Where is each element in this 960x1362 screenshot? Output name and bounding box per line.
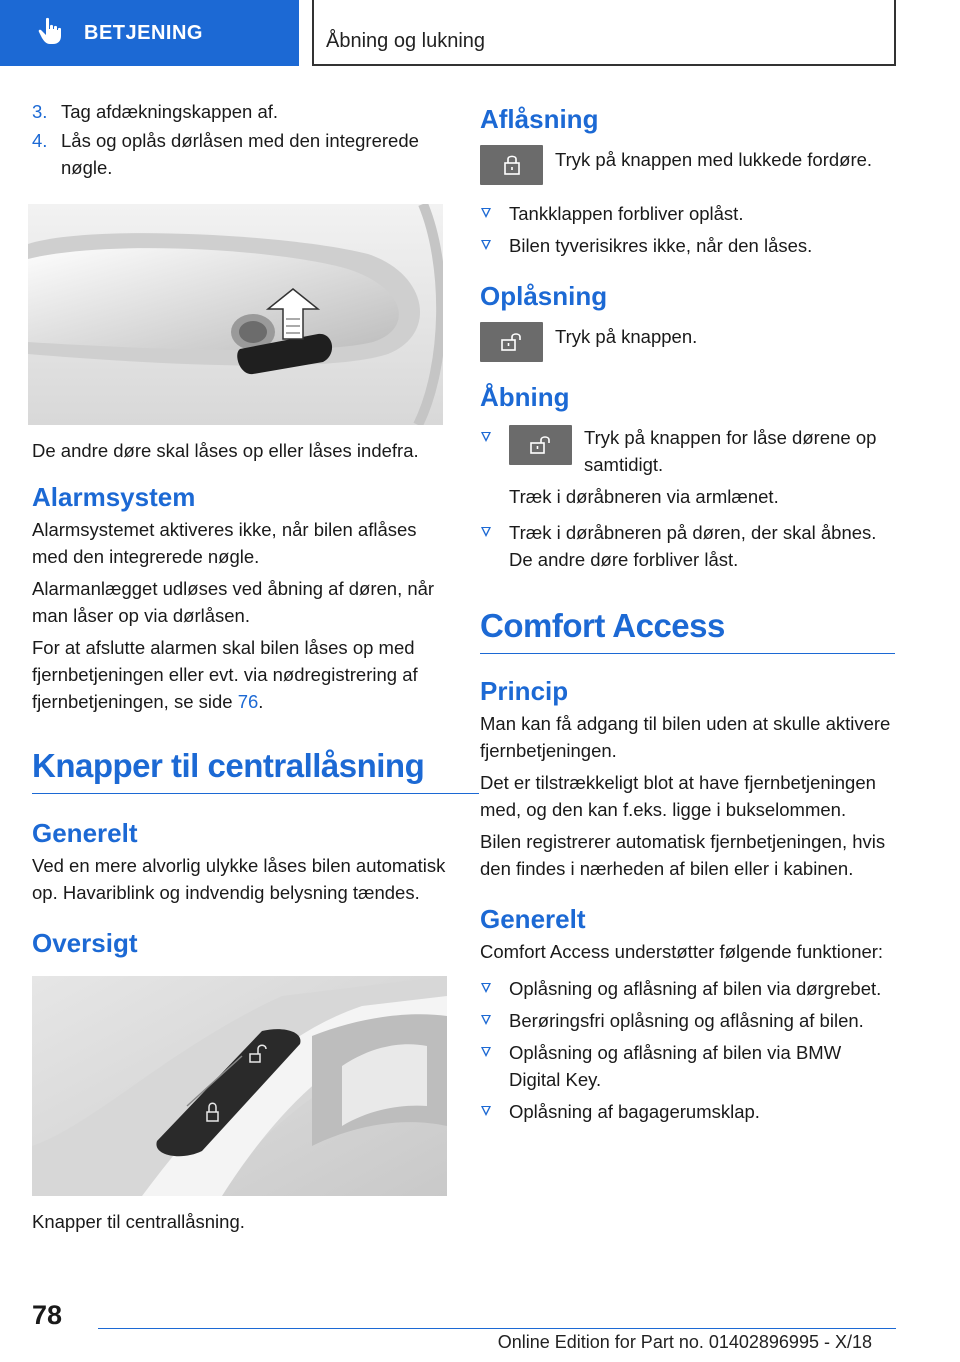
princip-paragraph: Det er tilstrækkeligt blot at have fjernbetjeningen med, og den kan f.eks. ligge i bukselommen. [480,772,876,820]
bullet-item [480,232,895,259]
bullet-text: Oplåsning af bagagerumsklap. [509,1101,760,1122]
unlock-button-icon [480,322,543,362]
bullet-item [480,200,895,227]
triangle-bullet-icon [481,983,491,993]
alarm-paragraph: Alarmsystemet aktiveres ikke, når bilen aflåses med den integrerede nøgle. [32,519,417,567]
section-title-text: Åbning og lukning [326,30,486,52]
left-column [32,98,447,1235]
triangle-bullet-icon [481,527,491,537]
triangle-bullet-icon [481,432,491,442]
photo-caption: Knapper til centrallåsning. [32,1211,245,1232]
aflaasning-text: Tryk på knappen med lukkede fordøre. [555,149,873,170]
bullet-text: Oplåsning og aflåsning af bilen via BMW Digital Key. [509,1042,842,1090]
lock-button-icon [480,145,543,185]
oplaasning-row [480,323,895,362]
aflaasning-heading: Aflåsning [480,104,599,134]
bullet-item [480,1098,895,1125]
princip-paragraph: Bilen registrerer automatisk fjernbetjeningen, hvis den findes i nærheden af bilen eller i kabinen. [480,831,886,879]
bullet-item [480,1039,895,1093]
oversigt-heading: Oversigt [32,928,138,958]
edition-text: Online Edition for Part no. 01402896995 - X/18 [497,1332,872,1352]
princip-heading: Princip [480,676,569,706]
bullet-continuation: Træk i døråbneren via armlænet. [509,486,779,507]
bullet-item [480,519,895,573]
bullet-item [480,1007,895,1034]
alarm-paragraph [32,634,447,715]
bullet-text: Træk i døråbneren på døren, der skal åbnes. De andre døre forbliver låst. [509,522,877,570]
oplaasning-text: Tryk på knappen. [555,326,698,347]
triangle-bullet-icon [481,240,491,250]
bullet-text: Berøringsfri oplåsning og aflåsning af bilen. [509,1010,864,1031]
triangle-bullet-icon [481,208,491,218]
chapter-tab-label: BETJENING [84,21,203,44]
central-lock-buttons-photo [32,976,447,1196]
step-number: 4. [32,130,48,151]
step-number: 3. [32,101,48,122]
alarm-paragraph: Alarmanlægget udløses ved åbning af døren, når man låser op via dørlåsen. [32,578,435,626]
triangle-bullet-icon [481,1047,491,1057]
triangle-bullet-icon [481,1106,491,1116]
bullet-item [480,424,895,478]
bullet-item [480,975,895,1002]
bullet-text: Tankklappen forbliver oplåst. [509,203,744,224]
alarm-heading: Alarmsystem [32,482,196,512]
generelt-paragraph: Comfort Access understøtter følgende funktioner: [480,941,884,962]
alarm-text: For at afslutte alarmen skal bilen låses op med fjernbetjeningen eller evt. via nødregistrering af fjernbetjeningen, se side [32,637,418,712]
bullet-text: Bilen tyverisikres ikke, når den låses. [509,235,813,256]
princip-paragraph: Man kan få adgang til bilen uden at skulle aktivere fjernbetjeningen. [480,713,891,761]
generelt-heading: Generelt [32,818,138,848]
chapter-tab-betjening[interactable] [0,0,299,66]
section-heading: Knapper til centrallåsning [32,747,479,794]
comfort-access-heading: Comfort Access [480,607,895,654]
oplaasning-heading: Oplåsning [480,281,608,311]
step-text: Lås og oplås dørlåsen med den integrerede nøgle. [61,130,419,178]
footer-line [98,1328,896,1352]
hand-pointer-icon [38,17,64,50]
bullet-text: Oplåsning og aflåsning af bilen via dørgrebet. [509,978,882,999]
page-number: 78 [32,1300,63,1330]
page-section-title [312,0,896,66]
triangle-bullet-icon [481,1015,491,1025]
step-item [32,98,447,125]
aflaasning-row [480,146,895,185]
generelt-heading: Generelt [480,904,586,934]
generelt-paragraph: Ved en mere alvorlig ulykke låses bilen automatisk op. Havariblink og indvendig belysning tændes. [32,855,446,903]
aabning-heading: Åbning [480,382,570,412]
bullet-text: Tryk på knappen for låse dørene op samtidigt. [584,427,877,475]
step-item [32,127,447,181]
chapter-tab-bar [0,0,960,66]
right-column [480,104,895,1130]
unlock-button-icon [509,425,572,465]
step-text: Tag afdækningskappen af. [61,101,279,122]
door-lock-photo [28,204,443,425]
page-link[interactable]: 76 [237,691,259,712]
alarm-text-end: . [258,691,264,712]
photo-caption: De andre døre skal låses op eller låses indefra. [32,440,419,461]
